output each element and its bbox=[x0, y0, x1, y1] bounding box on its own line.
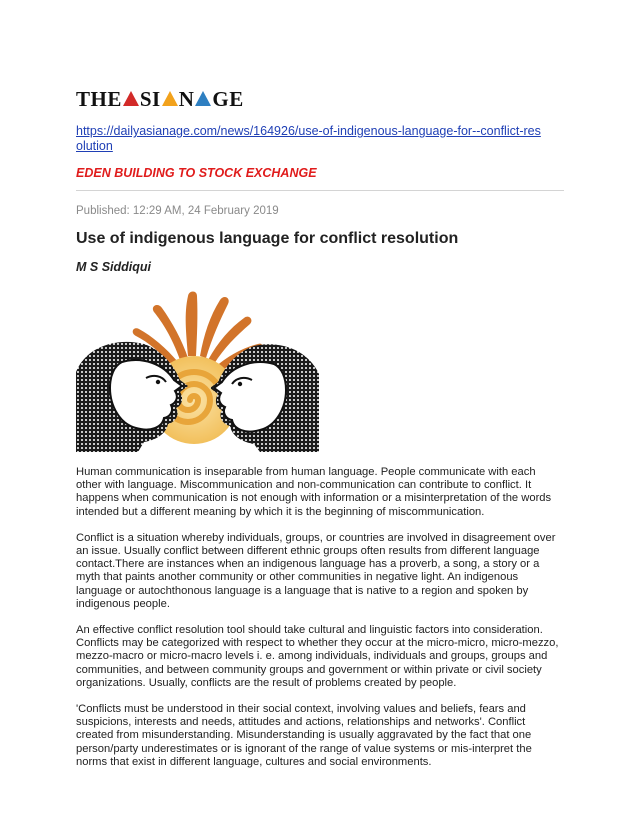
logo-triangle-orange-icon bbox=[162, 91, 178, 106]
paragraph-2: Conflict is a situation whereby individuals, groups, or countries are involved in disagreement over an issue. Usually conflict between different ethnic groups often results from different language contact.There are instances when an indigenous language has a proverb, a song, a story or a myth that paints another community or other communities in negative light. An indigenous language or autochthonous language is a language that is native to a region and spoken by indigenous people. bbox=[76, 531, 556, 610]
article-url-link[interactable]: https://dailyasianage.com/news/164926/use-of-indigenous-language-for--conflict-resolution bbox=[76, 124, 541, 153]
paragraph-3: An effective conflict resolution tool should take cultural and linguistic factors into consideration. Conflicts may be categorized with respect to whether they occur at the micro-micro, micro-mezzo, mezzo-macro or micro-macro levels i. e. among individuals, individuals and groups, groups and communities, and between community groups and government or within private or civil society organizations. Usually, conflicts are the result of problems created by people. bbox=[76, 624, 559, 689]
logo-text-n: N bbox=[178, 86, 195, 111]
logo-text-si: SI bbox=[139, 86, 161, 111]
masthead[interactable] bbox=[76, 88, 244, 110]
logo-triangle-blue-icon bbox=[195, 91, 211, 106]
paragraph-1: Human communication is inseparable from human language. People communicate with each other with language. Miscommunication and non-communication can contribute to conflict. It happens when communication is not enough with information or a misinterpretation of the words intended but a different meaning by which it is the beginning of miscommunication. bbox=[76, 466, 552, 518]
article-author: M S Siddiqui bbox=[76, 260, 151, 274]
article-illustration bbox=[76, 282, 319, 452]
logo-text-the: THE bbox=[76, 86, 122, 111]
paragraph-4: 'Conflicts must be understood in their social context, involving values and beliefs, fears and suspicions, interests and needs, attitudes and actions, relationships and networks'. Conflict created from misunderstanding. Misunderstanding is usually aggravated by the fact that one person/party underestimates or is ignorant of the range of value systems or mis-interpret the norms that exist in different language, cultures and social environments. bbox=[76, 703, 532, 768]
published-date: Published: 12:29 AM, 24 February 2019 bbox=[76, 205, 279, 217]
section-kicker[interactable]: EDEN BUILDING TO STOCK EXCHANGE bbox=[76, 166, 317, 180]
the-asian-age-logo[interactable] bbox=[76, 87, 244, 112]
divider bbox=[76, 190, 564, 191]
article-body bbox=[76, 466, 560, 782]
logo-triangle-red-icon bbox=[123, 91, 139, 106]
article-title: Use of indigenous language for conflict resolution bbox=[76, 230, 459, 247]
logo-text-ge: GE bbox=[212, 86, 244, 111]
